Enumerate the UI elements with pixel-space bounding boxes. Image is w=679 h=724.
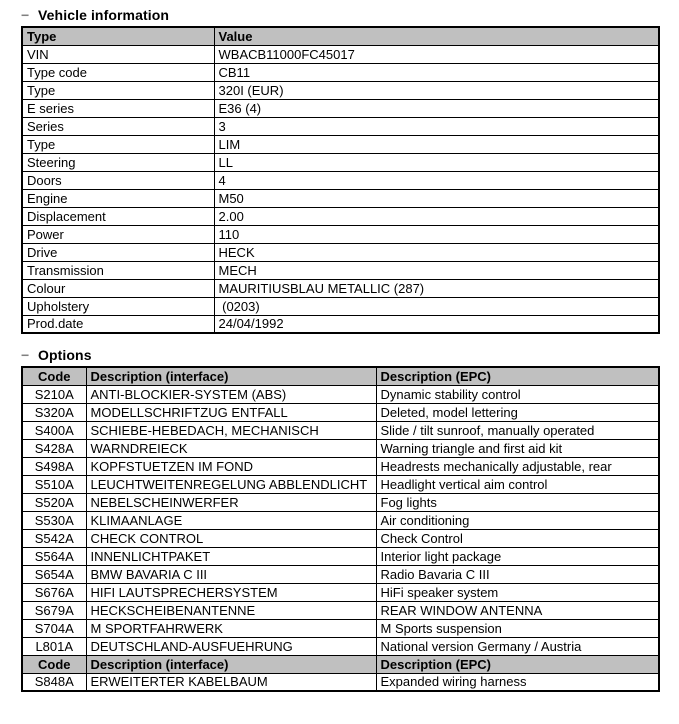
table-cell: M50 [214,189,659,207]
table-cell: Headrests mechanically adjustable, rear [376,457,659,475]
table-cell: BMW BAVARIA C III [86,565,376,583]
table-row [22,189,659,207]
header-row [22,655,659,673]
table-cell: S498A [22,457,86,475]
table-row [22,529,659,547]
table-cell: Check Control [376,529,659,547]
table-cell: S848A [22,673,86,691]
vehicle-information-table [21,26,660,334]
table-cell: MODELLSCHRIFTZUG ENTFALL [86,403,376,421]
table-cell: Slide / tilt sunroof, manually operated [376,421,659,439]
table-row [22,315,659,333]
table-cell: Upholstery [22,297,214,315]
table-cell: LEUCHTWEITENREGELUNG ABBLENDLICHT [86,475,376,493]
table-cell: Type code [22,63,214,81]
table-cell: Steering [22,153,214,171]
table-row [22,511,659,529]
table-cell: HECKSCHEIBENANTENNE [86,601,376,619]
table-cell: E series [22,99,214,117]
table-cell: Prod.date [22,315,214,333]
table-cell: CB11 [214,63,659,81]
table-cell: S704A [22,619,86,637]
table-row [22,63,659,81]
column-header: Type [22,27,214,45]
table-cell: S428A [22,439,86,457]
column-header: Description (interface) [86,655,376,673]
table-cell: MECH [214,261,659,279]
column-header: Code [22,655,86,673]
table-row [22,171,659,189]
column-header: Code [22,367,86,385]
table-cell: MAURITIUSBLAU METALLIC (287) [214,279,659,297]
table-cell: S520A [22,493,86,511]
table-row [22,117,659,135]
table-cell: KOPFSTUETZEN IM FOND [86,457,376,475]
table-row [22,637,659,655]
table-cell: S542A [22,529,86,547]
table-cell: Air conditioning [376,511,659,529]
table-row [22,81,659,99]
table-cell: Transmission [22,261,214,279]
table-cell: Series [22,117,214,135]
table-row [22,493,659,511]
table-cell: WBACB11000FC45017 [214,45,659,63]
table-cell: ERWEITERTER KABELBAUM [86,673,376,691]
column-header: Value [214,27,659,45]
table-cell: HECK [214,243,659,261]
table-row [22,225,659,243]
table-row [22,457,659,475]
table-cell: SCHIEBE-HEBEDACH, MECHANISCH [86,421,376,439]
table-cell: 2.00 [214,207,659,225]
table-cell: National version Germany / Austria [376,637,659,655]
table-cell: E36 (4) [214,99,659,117]
table-cell: REAR WINDOW ANTENNA [376,601,659,619]
table-row [22,153,659,171]
table-cell: S530A [22,511,86,529]
table-cell: L801A [22,637,86,655]
table-cell: 110 [214,225,659,243]
table-cell: Colour [22,279,214,297]
table-cell: 3 [214,117,659,135]
table-row [22,45,659,63]
table-row [22,279,659,297]
table-cell: (0203) [214,297,659,315]
table-row [22,547,659,565]
collapse-minus-icon[interactable]: − [21,7,30,23]
table-cell: M Sports suspension [376,619,659,637]
table-cell: 320I (EUR) [214,81,659,99]
options-header [21,347,679,363]
vehicle-information-section [21,7,679,334]
table-cell: S679A [22,601,86,619]
table-cell: Engine [22,189,214,207]
table-cell: Headlight vertical aim control [376,475,659,493]
table-cell: Displacement [22,207,214,225]
table-cell: INNENLICHTPAKET [86,547,376,565]
table-row [22,403,659,421]
table-cell: Interior light package [376,547,659,565]
column-header: Description (EPC) [376,655,659,673]
table-row [22,99,659,117]
table-row [22,243,659,261]
table-cell: DEUTSCHLAND-AUSFUEHRUNG [86,637,376,655]
table-row [22,421,659,439]
header-row [22,27,659,45]
table-cell: S210A [22,385,86,403]
table-cell: Type [22,135,214,153]
column-header: Description (interface) [86,367,376,385]
table-row [22,673,659,691]
table-row [22,385,659,403]
table-cell: ANTI-BLOCKIER-SYSTEM (ABS) [86,385,376,403]
table-cell: S654A [22,565,86,583]
table-cell: S320A [22,403,86,421]
collapse-minus-icon[interactable]: − [21,347,30,363]
table-cell: S564A [22,547,86,565]
table-cell: Deleted, model lettering [376,403,659,421]
header-row [22,367,659,385]
options-table [21,366,660,692]
table-cell: Power [22,225,214,243]
table-cell: Warning triangle and first aid kit [376,439,659,457]
table-cell: S676A [22,583,86,601]
table-cell: M SPORTFAHRWERK [86,619,376,637]
table-row [22,601,659,619]
table-cell: Dynamic stability control [376,385,659,403]
table-cell: LIM [214,135,659,153]
table-cell: Type [22,81,214,99]
table-cell: HiFi speaker system [376,583,659,601]
table-row [22,261,659,279]
column-header: Description (EPC) [376,367,659,385]
table-cell: S510A [22,475,86,493]
table-cell: Fog lights [376,493,659,511]
vehicle-information-header [21,7,679,23]
table-cell: Expanded wiring harness [376,673,659,691]
table-row [22,619,659,637]
section-title: Options [38,347,92,363]
table-row [22,135,659,153]
table-cell: Radio Bavaria C III [376,565,659,583]
table-row [22,297,659,315]
table-row [22,207,659,225]
table-cell: WARNDREIECK [86,439,376,457]
table-cell: Doors [22,171,214,189]
section-title: Vehicle information [38,7,170,23]
table-cell: 4 [214,171,659,189]
table-row [22,583,659,601]
table-row [22,565,659,583]
table-cell: CHECK CONTROL [86,529,376,547]
table-cell: NEBELSCHEINWERFER [86,493,376,511]
table-row [22,475,659,493]
options-section [21,347,679,692]
table-cell: KLIMAANLAGE [86,511,376,529]
table-cell: 24/04/1992 [214,315,659,333]
table-cell: LL [214,153,659,171]
table-cell: HIFI LAUTSPRECHERSYSTEM [86,583,376,601]
table-cell: VIN [22,45,214,63]
table-cell: Drive [22,243,214,261]
table-cell: S400A [22,421,86,439]
table-row [22,439,659,457]
